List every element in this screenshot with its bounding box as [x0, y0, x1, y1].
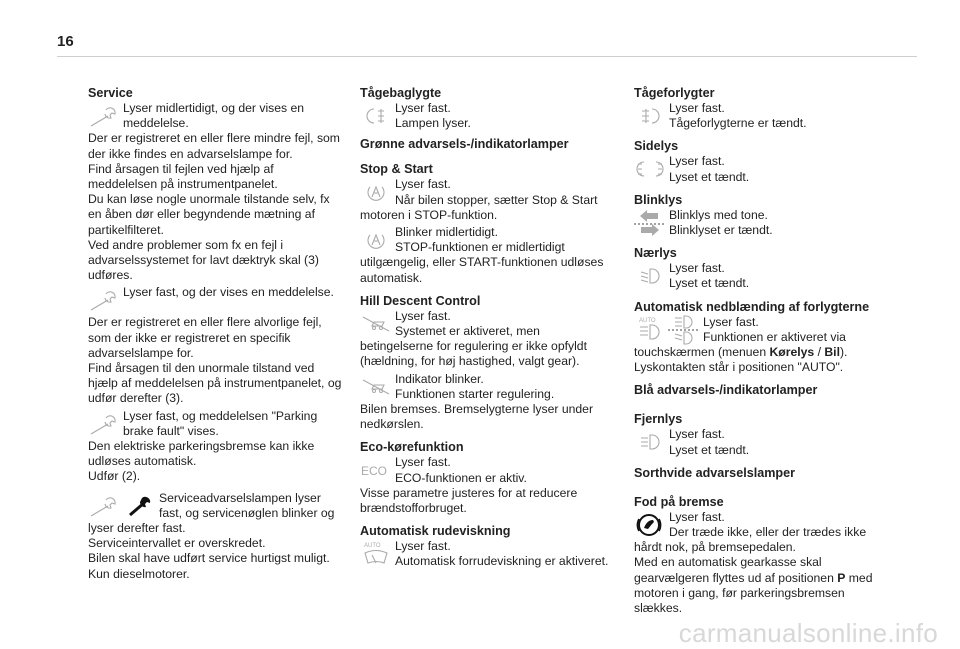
column-lights — [634, 86, 890, 616]
low-beam-line1: Lyser fast. — [669, 261, 725, 276]
stop-start-entry-2 — [360, 225, 614, 286]
hdc-title: Hill Descent Control — [360, 293, 481, 308]
stop-start-icon — [360, 225, 392, 255]
blink-entry — [634, 208, 890, 238]
wiper-entry — [360, 539, 614, 569]
auto-dip-entry — [634, 315, 890, 361]
service-1-body-b: Find årsagen til fejlen ved hjælp af meddelelsen på instrumentpanelet. — [88, 161, 278, 192]
foot-brake-entry — [634, 510, 890, 556]
foot-on-brake-icon — [634, 510, 666, 540]
hdc-2-line2: Funktionen starter regulering. — [395, 386, 555, 401]
hdc-entry-1 — [360, 309, 614, 370]
auto-dip-line2-end: ). — [839, 345, 848, 360]
service-entry-4 — [88, 491, 342, 537]
eco-title: Eco-kørefunktion — [360, 440, 464, 455]
wiper-auto-label: AUTO — [364, 543, 381, 550]
black-section-title: Sorthvide advarselslamper — [634, 465, 795, 480]
fog-rear-entry — [360, 101, 614, 131]
stop-start-entry-1 — [360, 177, 614, 223]
auto-high-beam-icon — [634, 315, 700, 345]
service-2-body-a: Der er registreret en eller flere alvorlige fejl, som der ikke er registreret en specifik advarselslampe for. — [88, 315, 322, 360]
wrench-pair-icon — [88, 491, 156, 521]
hill-descent-icon — [360, 309, 392, 339]
auto-dip-title: Automatisk nedblænding af forlygterne — [634, 299, 870, 314]
eco-icon-label: ECO — [361, 464, 388, 479]
menu-car: Bil — [824, 345, 840, 360]
service-2-body-b: Find årsagen til den unormale tilstand ved hjælp af meddelelsen på instrumentpanelet, og udfør derefter (3). — [88, 361, 342, 406]
hill-descent-icon — [360, 372, 392, 402]
service-entry-2 — [88, 285, 342, 315]
hdc-entry-2 — [360, 372, 614, 402]
watermark: carmanualsonline.info — [678, 617, 938, 648]
service-3-body-b: Udfør (2). — [88, 469, 141, 484]
service-1-body-a: Der er registreret en eller flere mindre fejl, som der ikke findes en advarselslampe for. — [88, 131, 340, 161]
foot-brake-body — [634, 555, 890, 616]
column-service — [88, 86, 342, 582]
wiper-line1: Lyser fast. — [395, 539, 451, 554]
stop-start-icon — [360, 177, 392, 207]
eco-icon — [360, 455, 392, 485]
eco-body: Visse parametre justeres for at reducere brændstofforbruget. — [360, 485, 578, 516]
service-1-text: Lyser midlertidigt, og der vises en meddelelse. — [123, 101, 305, 131]
high-beam-line1: Lyser fast. — [669, 427, 725, 442]
service-title: Service — [88, 86, 133, 100]
service-entry-3 — [88, 409, 342, 439]
high-beam-line2: Lyset et tændt. — [669, 442, 750, 457]
high-beam-icon — [634, 427, 666, 457]
eco-entry — [360, 455, 614, 485]
stop-start-2-line1: Blinker midlertidigt. — [395, 225, 498, 240]
fog-front-entry — [634, 101, 890, 131]
service-4-body-b: Bilen skal have udført service hurtigst muligt. — [88, 551, 330, 566]
wiper-line2: Automatisk forrudeviskning er aktiveret. — [395, 554, 609, 569]
foot-brake-title: Fod på bremse — [634, 494, 724, 509]
green-section-title: Grønne advarsels-/indikatorlamper — [360, 137, 569, 152]
rear-fog-light-icon — [360, 101, 392, 131]
foot-brake-body-b: med motoren i gang, før parkeringsbremsen slækkes. — [634, 570, 873, 616]
stop-start-1-line2: Når bilen stopper, sætter Stop & Start motoren i STOP-funktion. — [360, 192, 598, 222]
low-beam-title: Nærlys — [634, 246, 677, 261]
service-entry-1 — [88, 101, 342, 131]
side-entry — [634, 154, 890, 184]
side-title: Sidelys — [634, 139, 679, 154]
auto-wiper-icon — [360, 539, 392, 569]
auto-dip-body: Lyskontakten står i positionen "AUTO". — [634, 360, 844, 375]
high-beam-entry — [634, 427, 890, 457]
foot-brake-line2: Der træde ikke, eller der trædes ikke hårdt nok, på bremsepedalen. — [634, 525, 867, 555]
service-2-text: Lyser fast, og der vises en meddelelse. — [123, 285, 334, 300]
service-4-text: Serviceadvarselslampen lyser fast, og servicenøglen blinker og lyser derefter fast. — [88, 490, 335, 536]
fog-front-line1: Lyser fast. — [669, 101, 725, 115]
fog-rear-line1: Lyser fast. — [395, 101, 451, 115]
hdc-1-line2: Systemet er aktiveret, men betingelserne for regulering er ikke opfyldt (hældning, for høj hastighed, valgt gear). — [360, 324, 587, 369]
hdc-2-body: Bilen bremses. Bremselygterne lyser under nedkørslen. — [360, 402, 594, 432]
blink-line2: Blinklyset er tændt. — [669, 223, 773, 238]
blue-section-title: Blå advarsels-/indikatorlamper — [634, 383, 818, 398]
foot-brake-line1: Lyser fast. — [669, 509, 725, 524]
auto-dip-line1: Lyser fast. — [703, 314, 759, 329]
high-beam-title: Fjernlys — [634, 412, 683, 427]
stop-start-2-line2: STOP-funktionen er midlertidigt utilgængelig, eller START-funktionen udløses automatisk. — [360, 240, 604, 285]
fog-rear-line2: Lampen lyser. — [395, 116, 471, 131]
turn-signal-icon — [634, 208, 666, 238]
service-3-text: Lyser fast, og meddelelsen "Parking brake fault" vises. — [123, 408, 318, 438]
auto-dip-line2-a: Funktionen er aktiveret via touchskærmen (menuen — [634, 329, 846, 360]
stop-start-title: Stop & Start — [360, 162, 433, 177]
service-4-body-a: Serviceintervallet er overskredet. — [88, 536, 266, 551]
fog-front-line2: Tågeforlygterne er tændt. — [669, 116, 807, 131]
header-divider — [57, 56, 917, 57]
side-line1: Lyser fast. — [669, 154, 725, 169]
foot-brake-body-a: Med en automatisk gearkasse skal gearvælgeren flyttes ud af positionen — [634, 555, 838, 585]
fog-rear-title: Tågebaglygte — [360, 86, 442, 100]
side-line2: Lyset et tændt. — [669, 169, 750, 184]
eco-line1: Lyser fast. — [395, 455, 451, 470]
front-fog-light-icon — [634, 101, 666, 131]
hdc-1-line1: Lyser fast. — [395, 308, 451, 323]
menu-lighting: Kørelys — [769, 345, 815, 360]
eco-line2: ECO-funktionen er aktiv. — [395, 470, 527, 485]
column-green — [360, 86, 614, 570]
gear-p: P — [837, 570, 846, 585]
stop-start-1-line1: Lyser fast. — [395, 177, 451, 192]
wrench-outline-icon — [88, 409, 120, 439]
low-beam-entry — [634, 261, 890, 291]
low-beam-icon — [634, 261, 666, 291]
side-light-icon — [634, 154, 666, 184]
menu-separator: / — [814, 345, 825, 360]
service-1-body-c: Du kan løse nogle unormale tilstande selv, fx en åben dør eller begyndende mætning af partikelfilteret. — [88, 192, 330, 237]
service-1-body-d: Ved andre problemer som fx en fejl i advarselssystemet for lavt dæktryk skal (3) udføres. — [88, 237, 319, 283]
blink-title: Blinklys — [634, 192, 683, 207]
page-number: 16 — [57, 33, 74, 50]
wiper-title: Automatisk rudeviskning — [360, 524, 511, 539]
hdc-2-line1: Indikator blinker. — [395, 371, 484, 386]
wrench-outline-icon — [88, 285, 120, 315]
service-3-body-a: Den elektriske parkeringsbremse kan ikke udløses automatisk. — [88, 439, 315, 469]
low-beam-line2: Lyset et tændt. — [669, 276, 750, 291]
blink-line1: Blinklys med tone. — [669, 207, 768, 222]
auto-dip-label: AUTO — [639, 317, 656, 324]
wrench-outline-icon — [88, 101, 120, 131]
service-4-body-c: Kun dieselmotorer. — [88, 566, 190, 581]
fog-front-title: Tågeforlygter — [634, 86, 715, 100]
